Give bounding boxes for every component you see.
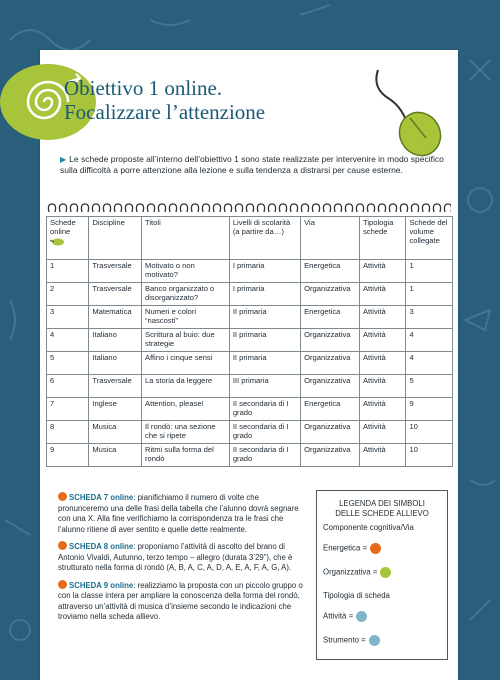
table-cell: 10 — [406, 444, 453, 467]
header-discipline: Discipline — [89, 217, 142, 260]
spiral-coil — [334, 204, 341, 212]
attivita-pencil-icon — [356, 611, 367, 622]
spiral-coil — [367, 204, 374, 212]
table-row — [47, 375, 453, 398]
table-cell: Attività — [359, 398, 405, 421]
table-cell: Energetica — [301, 306, 360, 329]
table-cell: Trasversale — [89, 283, 142, 306]
table-cell: 2 — [47, 283, 89, 306]
table-cell: Organizzativa — [301, 375, 360, 398]
legend-strumento: Strumento = — [323, 635, 380, 646]
table-row — [47, 329, 453, 352]
table-cell: III primaria — [229, 375, 300, 398]
spiral-coil — [279, 204, 286, 212]
spiral-coil — [103, 204, 110, 212]
table-cell: II secondaria di I grado — [229, 398, 300, 421]
table-cell: 3 — [406, 306, 453, 329]
spiral-coil — [257, 204, 264, 212]
table-cell: Organizzativa — [301, 283, 360, 306]
note-scheda-7: SCHEDA 7 online: pianifichiamo il numero di volte che pronunceremo una delle frasi della tabella che l’alunno dovrà segnare con una X. Alla fine verifichiamo la corrispondenza tra le frasi che l’alunno ritiene di aver sentito e quelle dette realmente. — [58, 493, 299, 534]
table-cell: 10 — [406, 421, 453, 444]
table-cell: Trasversale — [89, 375, 142, 398]
organizzativa-gears-icon — [380, 567, 391, 578]
table-cell: 3 — [47, 306, 89, 329]
spiral-coil — [422, 204, 429, 212]
spiral-coil — [389, 204, 396, 212]
legend-title: LEGENDA DEI SIMBOLI DELLE SCHEDE ALLIEVO — [335, 499, 429, 518]
table-cell: I primaria — [229, 260, 300, 283]
table-cell: Inglese — [89, 398, 142, 421]
table-row — [47, 352, 453, 375]
spiral-coil — [235, 204, 242, 212]
table-cell: Attention, please! — [142, 398, 230, 421]
spiral-coil — [433, 204, 440, 212]
page-title — [64, 76, 265, 124]
energetica-flame-icon — [370, 543, 381, 554]
spiral-coil — [444, 204, 451, 212]
table-cell: Scrittura al buio: due strategie — [142, 329, 230, 352]
table-cell: I primaria — [229, 283, 300, 306]
table-cell: Organizzativa — [301, 444, 360, 467]
table-cell: Attività — [359, 283, 405, 306]
table-cell: 1 — [47, 260, 89, 283]
table-row — [47, 421, 453, 444]
strumento-tools-icon — [369, 635, 380, 646]
spiral-coil — [59, 204, 66, 212]
header-titoli: Titoli — [142, 217, 230, 260]
header-via: Via — [301, 217, 360, 260]
spiral-coil — [345, 204, 352, 212]
table-row — [47, 306, 453, 329]
table-cell: 4 — [406, 329, 453, 352]
table-cell: 9 — [406, 398, 453, 421]
table-cell: Banco organizzato o disorganizzato? — [142, 283, 230, 306]
table-cell: II primaria — [229, 329, 300, 352]
note-bullet-icon — [58, 580, 67, 589]
table-cell: 8 — [47, 421, 89, 444]
table-cell: Energetica — [301, 260, 360, 283]
table-cell: 6 — [47, 375, 89, 398]
table-cell: Attività — [359, 444, 405, 467]
legend-componente: Componente cognitiva/Via — [323, 523, 414, 532]
table-cell: Attività — [359, 329, 405, 352]
note-scheda-9: SCHEDA 9 online: realizziamo la proposta con un piccolo gruppo o con la classe intera per ampliare la conoscenza della forma del rondò, attraverso un’attività di musica d’insieme secondo le indicazioni che troviamo nella scheda allievo. — [58, 580, 303, 621]
spiral-coil — [400, 204, 407, 212]
table-cell: Attività — [359, 260, 405, 283]
intro-paragraph — [60, 154, 452, 176]
header-livelli: Livelli di scolarità (a partire da…) — [229, 217, 300, 260]
spiral-coil — [213, 204, 220, 212]
computer-mouse-icon — [370, 68, 450, 158]
mouse-small-icon — [50, 238, 64, 246]
spiral-coil — [323, 204, 330, 212]
notes-section — [58, 492, 308, 629]
legend-energetica: Energetica = — [323, 543, 381, 554]
table-cell: II secondaria di I grado — [229, 444, 300, 467]
table-cell: Il rondò: una sezione che si ripete — [142, 421, 230, 444]
table-cell: 1 — [406, 260, 453, 283]
spiral-coil — [114, 204, 121, 212]
title-line-1: Obiettivo 1 online. — [64, 76, 223, 100]
note-bullet-icon — [58, 492, 67, 501]
table-cell: Matematica — [89, 306, 142, 329]
spiral-coil — [246, 204, 253, 212]
table-row — [47, 444, 453, 467]
title-area — [40, 50, 458, 150]
document-page — [40, 50, 458, 680]
spiral-coil — [301, 204, 308, 212]
header-schede-volume: Schede del volume collegate — [406, 217, 453, 260]
table-cell: 5 — [406, 375, 453, 398]
legend-organizzativa: Organizzativa = — [323, 567, 391, 578]
spiral-coil — [180, 204, 187, 212]
table-cell: Attività — [359, 421, 405, 444]
spiral-coil — [268, 204, 275, 212]
spiral-coil — [147, 204, 154, 212]
table-cell: Energetica — [301, 398, 360, 421]
note-bullet-icon — [58, 541, 67, 550]
spiral-coil — [81, 204, 88, 212]
header-schede-online: Schede online — [47, 217, 89, 260]
spiral-coil — [290, 204, 297, 212]
spiral-binding — [47, 203, 451, 213]
table-cell: Musica — [89, 421, 142, 444]
table-cell: Attività — [359, 375, 405, 398]
table-cell: Attività — [359, 306, 405, 329]
spiral-coil — [356, 204, 363, 212]
spiral-coil — [169, 204, 176, 212]
spiral-coil — [48, 204, 55, 212]
table-cell: Affino i cinque sensi — [142, 352, 230, 375]
table-cell: 4 — [406, 352, 453, 375]
spiral-coil — [158, 204, 165, 212]
table-cell: Attività — [359, 352, 405, 375]
table-cell: 1 — [406, 283, 453, 306]
table-cell: 4 — [47, 329, 89, 352]
table-header-row — [47, 217, 453, 260]
table-cell: Organizzativa — [301, 352, 360, 375]
table-cell: Organizzativa — [301, 421, 360, 444]
spiral-coil — [125, 204, 132, 212]
title-line-2: Focalizzare l’attenzione — [64, 100, 266, 124]
table-cell: Numeri e colori “nascosti” — [142, 306, 230, 329]
spiral-coil — [411, 204, 418, 212]
legend-attivita: Attività = — [323, 611, 367, 622]
table-cell: Musica — [89, 444, 142, 467]
note-scheda-8: SCHEDA 8 online: proponiamo l’attività di ascolto del brano di Antonio Vivaldi, Autunno, terzo tempo – allegro (durata 3’29”), che è strutturato nella forma di rondò (A, B, A, C, A, D, A, E, A, F, A, G, A). — [58, 542, 293, 572]
table-body — [47, 260, 453, 467]
intro-text: Le schede proposte all’interno dell’obiettivo 1 sono state realizzate per intervenire in modo specifico sulla difficoltà a porre attenzione alla lezione e sulla tendenza a distrarsi per cause esterne. — [60, 154, 444, 175]
table-cell: 9 — [47, 444, 89, 467]
table-cell: Ritmi sulla forma del rondò — [142, 444, 230, 467]
table-row — [47, 398, 453, 421]
spiral-coil — [191, 204, 198, 212]
spiral-coil — [70, 204, 77, 212]
legend-tipologia: Tipologia di scheda — [323, 591, 390, 600]
table-cell: La storia da leggere — [142, 375, 230, 398]
table-cell: II primaria — [229, 352, 300, 375]
table-row — [47, 260, 453, 283]
table-cell: Motivato o non motivato? — [142, 260, 230, 283]
triangle-bullet-icon: ▶ — [60, 155, 67, 164]
spiral-coil — [92, 204, 99, 212]
header-tipologia: Tipologia schede — [359, 217, 405, 260]
table-cell: II primaria — [229, 306, 300, 329]
table-cell: 5 — [47, 352, 89, 375]
spiral-coil — [378, 204, 385, 212]
spiral-coil — [136, 204, 143, 212]
table-cell: II secondaria di I grado — [229, 421, 300, 444]
spiral-coil — [312, 204, 319, 212]
symbols-legend — [316, 490, 448, 660]
table-cell: Trasversale — [89, 260, 142, 283]
table-row — [47, 283, 453, 306]
table-cell: Organizzativa — [301, 329, 360, 352]
table-cell: Italiano — [89, 352, 142, 375]
spiral-coil — [202, 204, 209, 212]
table-cell: Italiano — [89, 329, 142, 352]
schede-table — [46, 216, 453, 467]
spiral-coil — [224, 204, 231, 212]
table-cell: 7 — [47, 398, 89, 421]
